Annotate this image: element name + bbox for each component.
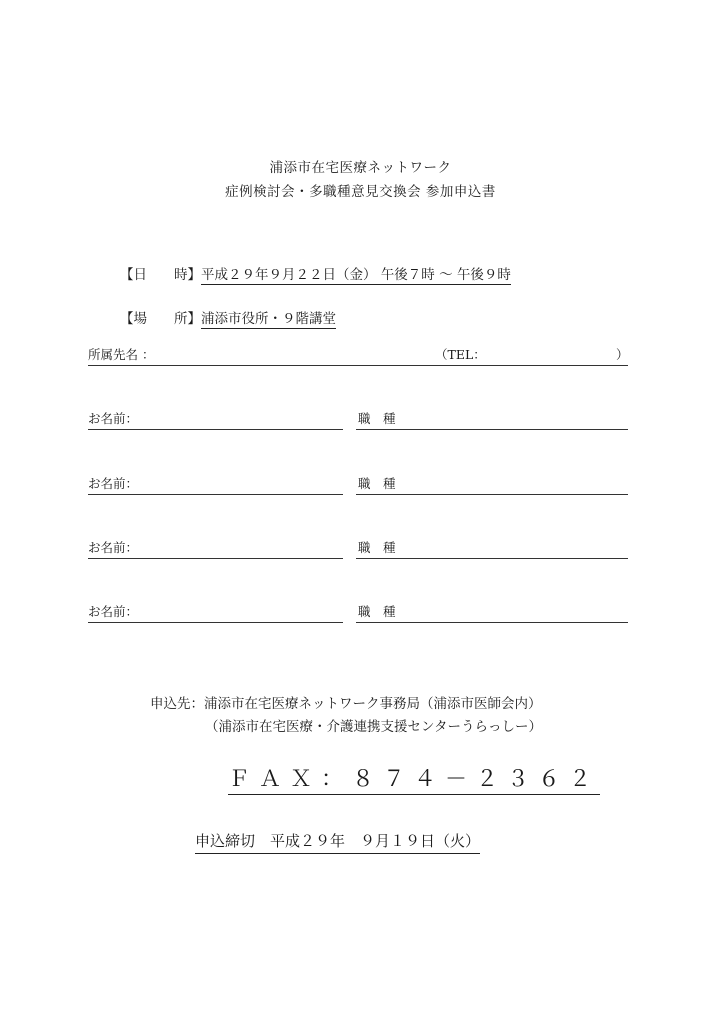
name-field[interactable]	[88, 558, 343, 559]
affiliation-row	[88, 346, 628, 366]
name-label: お名前：	[88, 604, 139, 619]
organization-title: 浦添市在宅医療ネットワーク	[269, 160, 452, 176]
place-value: 浦添市役所・９階講堂	[201, 311, 336, 327]
tel-close: ）	[616, 347, 629, 362]
date-value: 平成２９年９月２２日（金） 午後７時 ～ 午後９時	[201, 267, 511, 283]
participant-row-3	[88, 539, 628, 559]
affiliation-field[interactable]	[88, 365, 628, 366]
contact-line-2: （浦添市在宅医療・介護連携支援センターうらっしー）	[205, 719, 542, 735]
participant-row-2	[88, 475, 628, 495]
job-field[interactable]	[356, 558, 628, 559]
contact-line-1: 申込先：浦添市在宅医療ネットワーク事務局（浦添市医師会内）	[150, 696, 542, 712]
name-field[interactable]	[88, 494, 343, 495]
form-title: 症例検討会・多職種意見交換会 参加申込書	[225, 184, 496, 200]
participant-row-4	[88, 603, 628, 623]
job-label: 職 種	[358, 411, 396, 426]
name-label: お名前：	[88, 540, 139, 555]
job-label: 職 種	[358, 476, 396, 491]
name-field[interactable]	[88, 622, 343, 623]
place-label: 【場 所】	[120, 311, 201, 327]
job-field[interactable]	[356, 429, 628, 430]
tel-label: （TEL：	[435, 347, 486, 362]
name-label: お名前：	[88, 411, 139, 426]
event-place-row	[120, 307, 336, 327]
job-field[interactable]	[356, 622, 628, 623]
name-field[interactable]	[88, 429, 343, 430]
affiliation-label: 所属先名 ：	[88, 347, 155, 362]
participant-row-1	[88, 410, 628, 430]
name-label: お名前：	[88, 476, 139, 491]
job-field[interactable]	[356, 494, 628, 495]
fax-number: ＦＡＸ：８７４－２３６２	[228, 762, 600, 795]
event-date-row	[120, 263, 511, 283]
date-label: 【日 時】	[120, 267, 201, 283]
job-label: 職 種	[358, 604, 396, 619]
job-label: 職 種	[358, 540, 396, 555]
application-deadline: 申込締切 平成２９年 ９月１９日（火）	[195, 830, 480, 854]
